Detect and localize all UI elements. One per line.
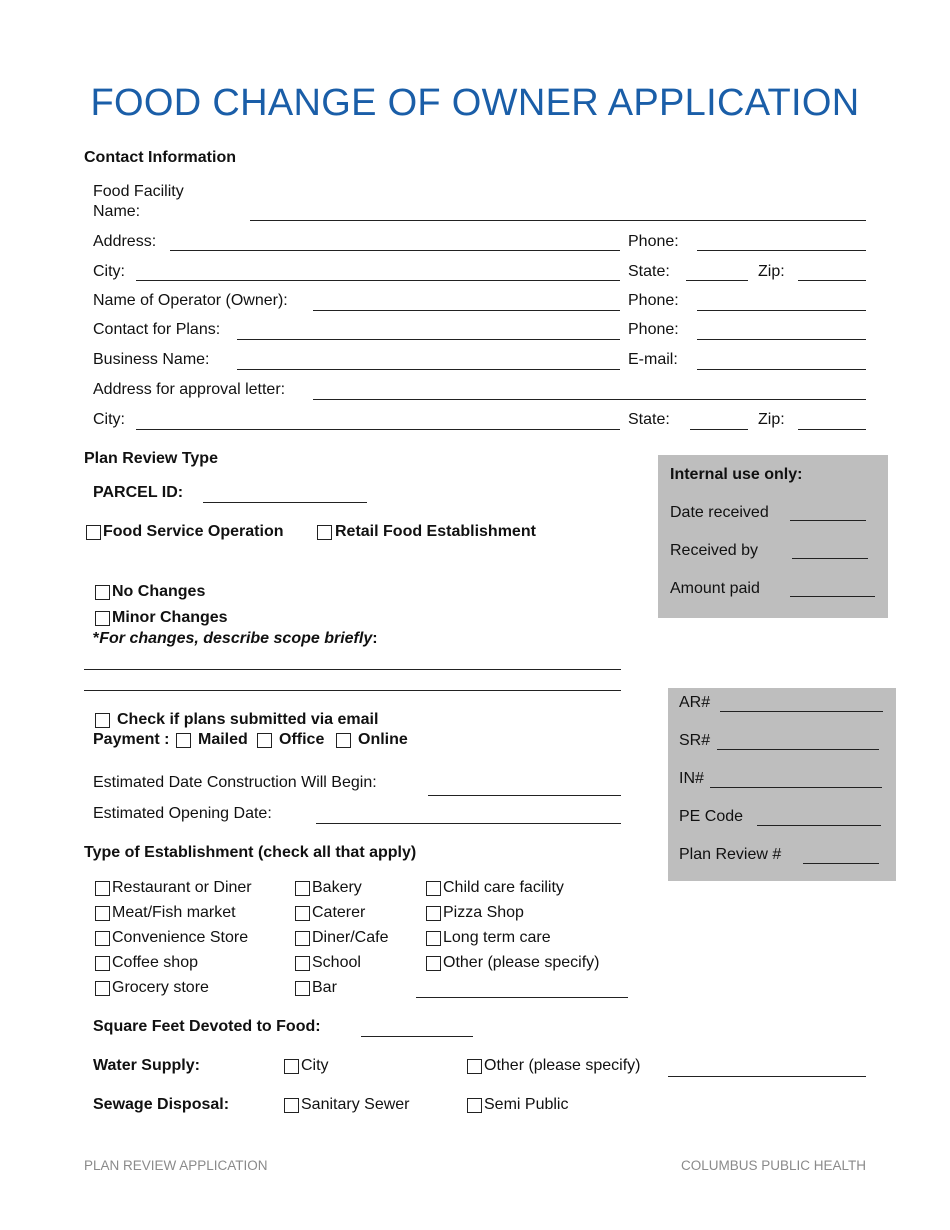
zip-label: Zip: [758,263,785,280]
long-term-care-label: Long term care [443,929,551,946]
page-title: FOOD CHANGE OF OWNER APPLICATION [90,82,860,124]
other-establishment-checkbox[interactable] [426,956,441,971]
sr-label: SR# [679,732,711,749]
minor-changes-checkbox[interactable] [95,611,110,626]
square-feet-field[interactable] [361,1036,473,1037]
construction-begin-field[interactable] [428,795,621,796]
contact-plans-field[interactable] [237,339,620,340]
plan-review-heading: Plan Review Type [84,450,218,467]
approval-state-field[interactable] [690,429,748,430]
received-by-field[interactable] [792,558,868,559]
diner-cafe-checkbox[interactable] [295,931,310,946]
bakery-label: Bakery [312,879,362,896]
convenience-store-label: Convenience Store [112,929,249,946]
scope-line-1[interactable] [84,669,621,670]
food-service-label: Food Service Operation [103,523,284,540]
operator-field[interactable] [313,310,620,311]
plan-review-number-field[interactable] [803,863,879,864]
water-other-field[interactable] [668,1076,866,1077]
bakery-checkbox[interactable] [295,881,310,896]
approval-zip-field[interactable] [798,429,866,430]
payment-mailed-label: Mailed [198,731,248,748]
plan-review-number-label: Plan Review # [679,846,782,863]
sanitary-sewer-checkbox[interactable] [284,1098,299,1113]
operator-phone-field[interactable] [697,310,866,311]
phone-label: Phone: [628,233,679,250]
state-label: State: [628,263,670,280]
facility-name-label-line1: Food Facility [93,183,184,200]
amount-paid-field[interactable] [790,596,875,597]
email-submission-label: Check if plans submitted via email [117,711,379,728]
construction-begin-label: Estimated Date Construction Will Begin: [93,774,377,791]
pe-code-field[interactable] [757,825,881,826]
other-establishment-label: Other (please specify) [443,954,600,971]
amount-paid-label: Amount paid [670,580,760,597]
water-city-checkbox[interactable] [284,1059,299,1074]
facility-name-field[interactable] [250,220,866,221]
caterer-label: Caterer [312,904,366,921]
caterer-checkbox[interactable] [295,906,310,921]
long-term-care-checkbox[interactable] [426,931,441,946]
scope-line-2[interactable] [84,690,621,691]
pizza-shop-label: Pizza Shop [443,904,524,921]
water-supply-label: Water Supply: [93,1057,200,1074]
retail-food-label: Retail Food Establishment [335,523,536,540]
ar-field[interactable] [720,711,883,712]
payment-label: Payment : [93,731,170,748]
water-city-label: City [301,1057,329,1074]
child-care-checkbox[interactable] [426,881,441,896]
child-care-label: Child care facility [443,879,564,896]
in-label: IN# [679,770,704,787]
convenience-store-checkbox[interactable] [95,931,110,946]
city-field[interactable] [136,280,620,281]
email-field[interactable] [697,369,866,370]
contact-plans-phone-label: Phone: [628,321,679,338]
operator-label: Name of Operator (Owner): [93,292,288,309]
meat-fish-label: Meat/Fish market [112,904,236,921]
scope-instruction: *For changes, describe scope briefly: [93,630,378,647]
other-establishment-field[interactable] [416,997,628,998]
approval-city-label: City: [93,411,125,428]
water-other-label: Other (please specify) [484,1057,641,1074]
restaurant-label: Restaurant or Diner [112,879,252,896]
approval-address-field[interactable] [313,399,866,400]
no-changes-checkbox[interactable] [95,585,110,600]
address-label: Address: [93,233,157,250]
contact-plans-phone-field[interactable] [697,339,866,340]
square-feet-label: Square Feet Devoted to Food: [93,1018,321,1035]
address-field[interactable] [170,250,620,251]
minor-changes-label: Minor Changes [112,609,228,626]
business-name-field[interactable] [237,369,620,370]
footer-left: PLAN REVIEW APPLICATION [84,1158,268,1173]
payment-office-checkbox[interactable] [257,733,272,748]
semi-public-checkbox[interactable] [467,1098,482,1113]
diner-cafe-label: Diner/Cafe [312,929,389,946]
footer-right: COLUMBUS PUBLIC HEALTH [680,1158,866,1173]
school-label: School [312,954,361,971]
business-name-label: Business Name: [93,351,210,368]
email-label: E-mail: [628,351,678,368]
no-changes-label: No Changes [112,583,206,600]
opening-date-label: Estimated Opening Date: [93,805,272,822]
semi-public-label: Semi Public [484,1096,569,1113]
payment-online-checkbox[interactable] [336,733,351,748]
food-service-checkbox[interactable] [86,525,101,540]
bar-label: Bar [312,979,337,996]
establishment-heading: Type of Establishment (check all that apply) [84,844,417,861]
email-submission-checkbox[interactable] [95,713,110,728]
approval-city-field[interactable] [136,429,620,430]
payment-mailed-checkbox[interactable] [176,733,191,748]
opening-date-field[interactable] [316,823,621,824]
grocery-store-checkbox[interactable] [95,981,110,996]
grocery-store-label: Grocery store [112,979,209,996]
facility-name-label-line2: Name: [93,203,141,220]
coffee-shop-label: Coffee shop [112,954,198,971]
city-label: City: [93,263,125,280]
approval-zip-label: Zip: [758,411,785,428]
payment-office-label: Office [279,731,325,748]
sewage-disposal-label: Sewage Disposal: [93,1096,230,1113]
pe-code-label: PE Code [679,808,744,825]
coffee-shop-checkbox[interactable] [95,956,110,971]
ar-label: AR# [679,694,711,711]
in-field[interactable] [710,787,882,788]
pizza-shop-checkbox[interactable] [426,906,441,921]
bar-checkbox[interactable] [295,981,310,996]
retail-food-checkbox[interactable] [317,525,332,540]
parcel-id-label: PARCEL ID: [93,484,184,501]
received-by-label: Received by [670,542,759,559]
phone-field[interactable] [697,250,866,251]
water-other-checkbox[interactable] [467,1059,482,1074]
operator-phone-label: Phone: [628,292,679,309]
date-received-label: Date received [670,504,769,521]
contact-heading: Contact Information [84,149,236,166]
sr-field[interactable] [717,749,879,750]
approval-state-label: State: [628,411,670,428]
restaurant-checkbox[interactable] [95,881,110,896]
sanitary-sewer-label: Sanitary Sewer [301,1096,410,1113]
state-field[interactable] [686,280,748,281]
approval-address-label: Address for approval letter: [93,381,286,398]
zip-field[interactable] [798,280,866,281]
school-checkbox[interactable] [295,956,310,971]
parcel-id-field[interactable] [203,502,367,503]
internal-use-heading: Internal use only: [670,466,803,483]
meat-fish-checkbox[interactable] [95,906,110,921]
date-received-field[interactable] [790,520,866,521]
payment-online-label: Online [358,731,408,748]
contact-plans-label: Contact for Plans: [93,321,221,338]
